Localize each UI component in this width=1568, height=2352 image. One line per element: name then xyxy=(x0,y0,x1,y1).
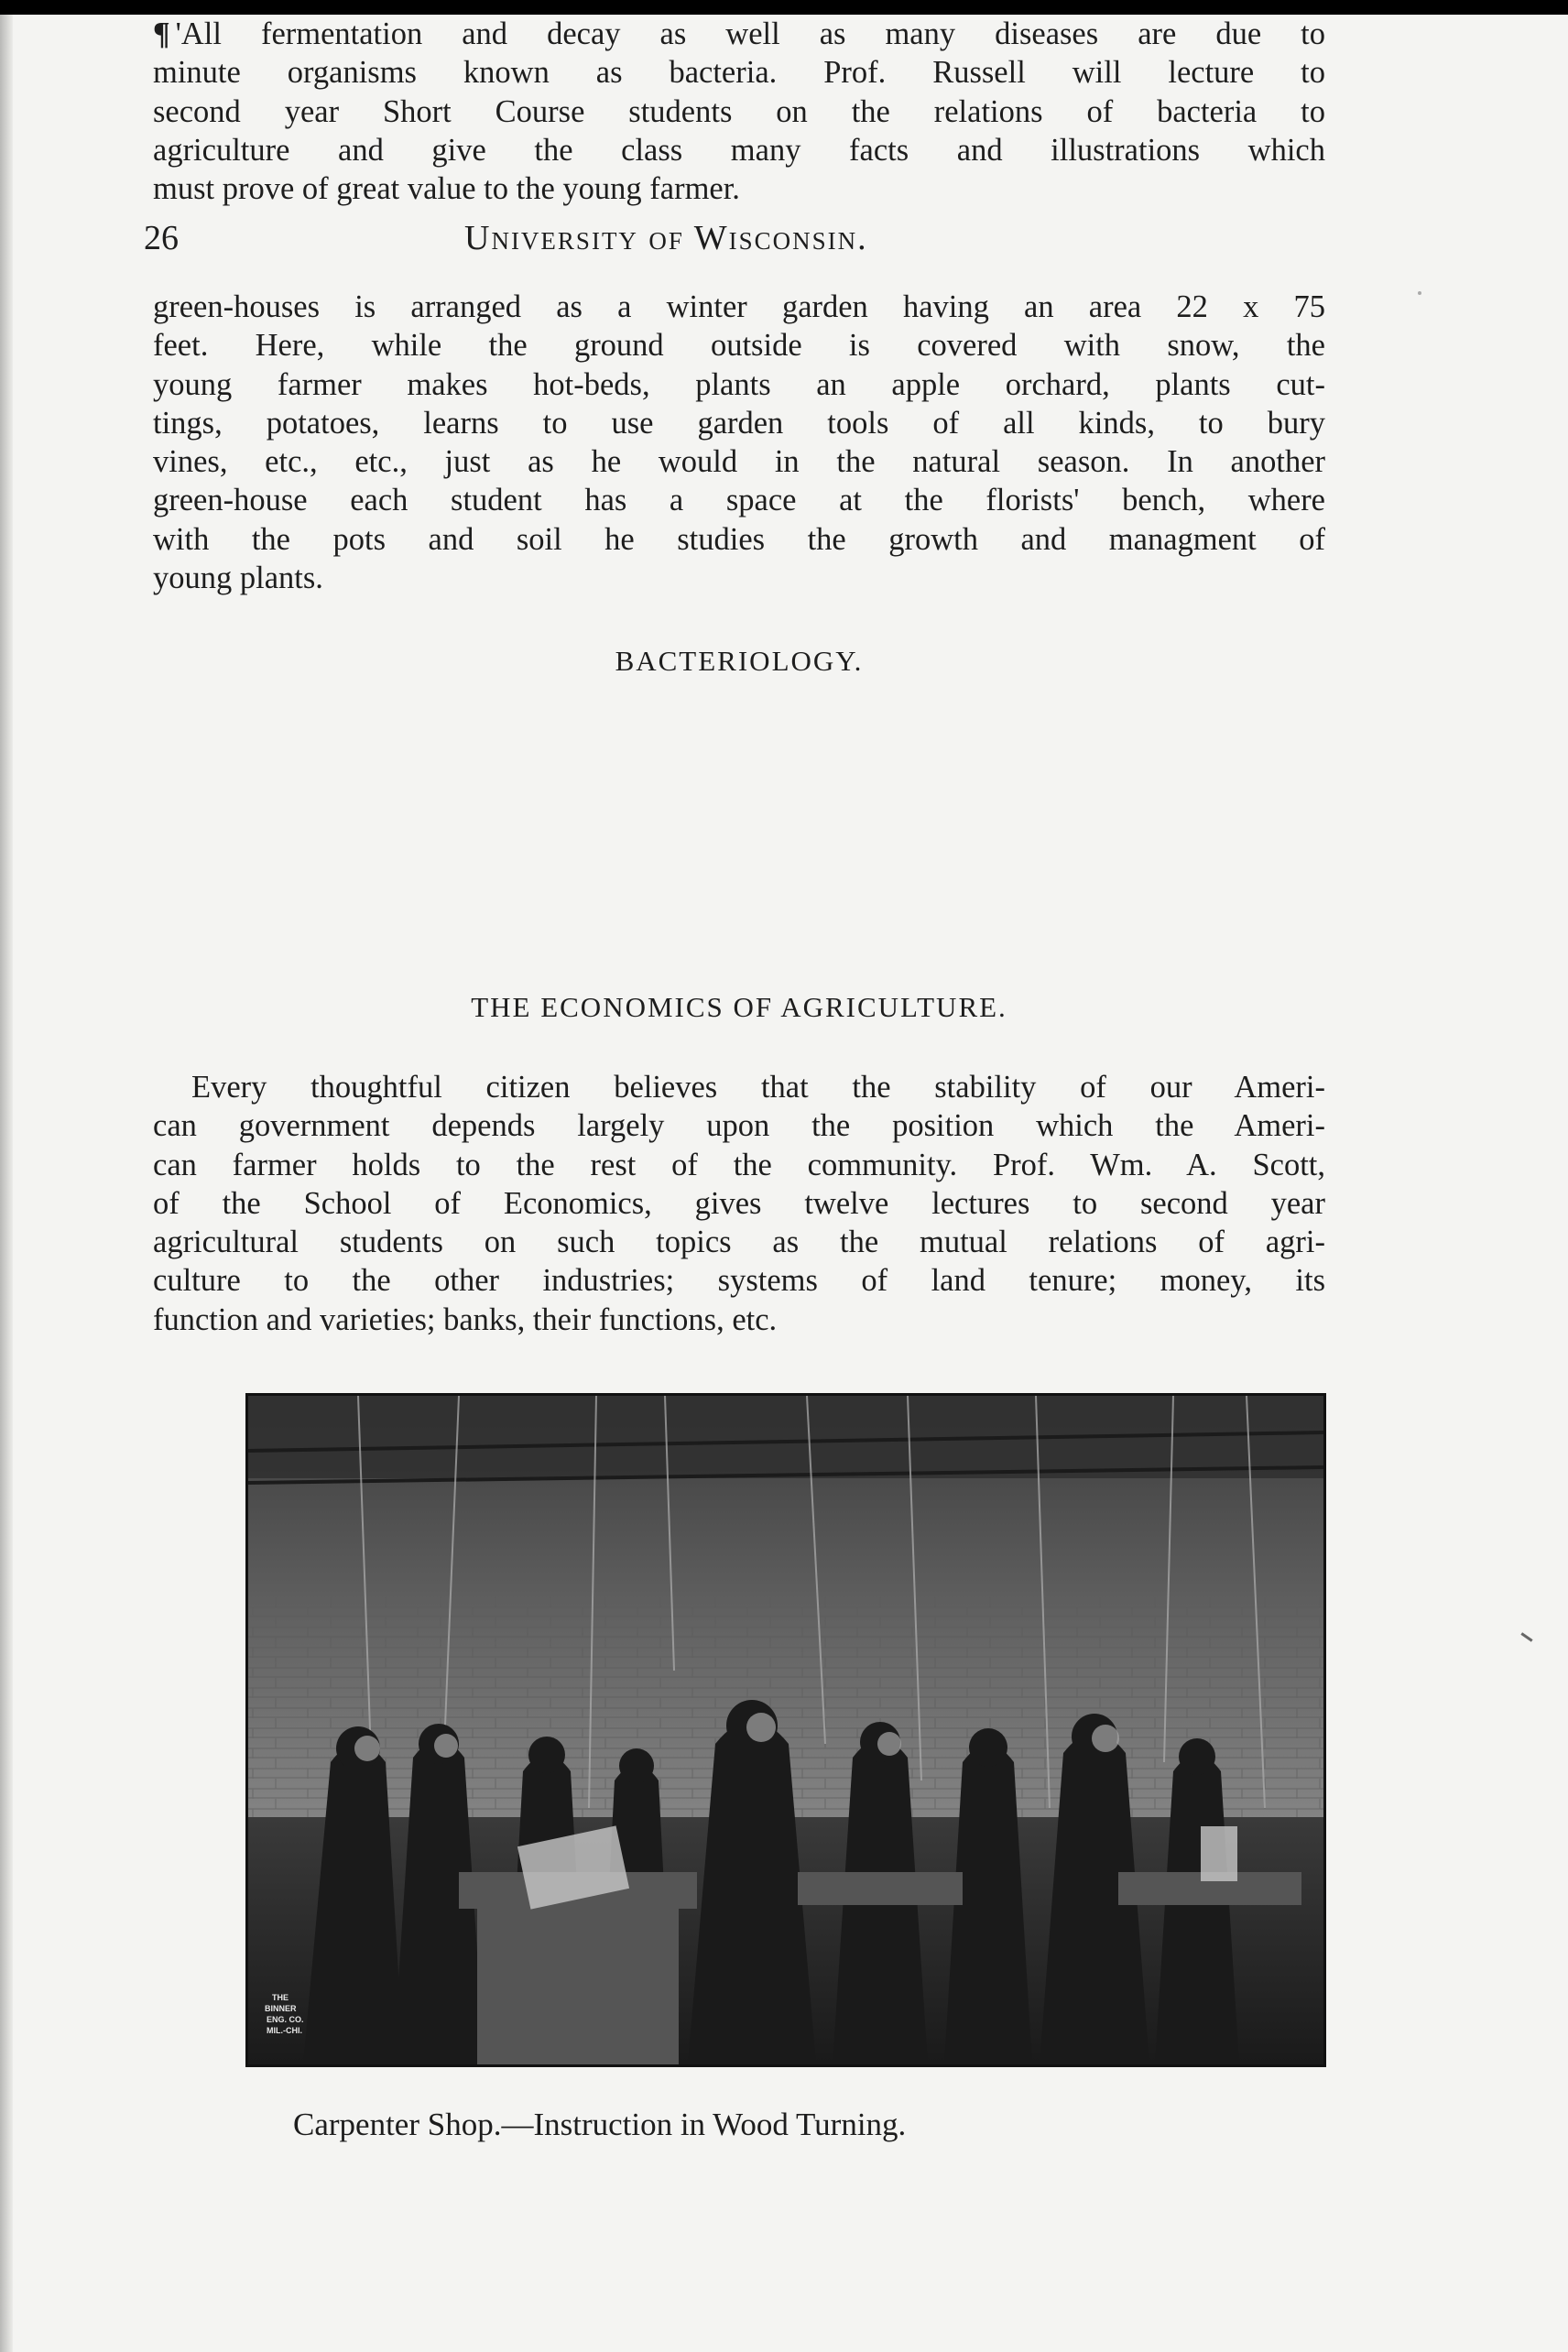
text-line: green-houses is arranged as a winter garden having an area 22 x 75 xyxy=(153,289,1325,324)
text-line: feet. Here, while the ground outside is covered with snow, the xyxy=(153,328,1325,364)
page-edge-shadow xyxy=(0,15,13,2352)
text-line: minute organisms known as bacteria. Prof. Russell will lecture to xyxy=(153,55,1325,91)
scan-speck xyxy=(1418,291,1421,295)
text-line: vines, etc., etc., just as he would in the natural season. In another xyxy=(153,444,1325,480)
text-line: agricultural students on such topics as the mutual relations of agri- xyxy=(153,1225,1325,1260)
engraver-mark-line: BINNER xyxy=(265,2004,297,2013)
text-line: must prove of great value to the young farmer. xyxy=(153,171,740,207)
text-line: Every thoughtful citizen believes that the stability of our Ameri- xyxy=(191,1070,1325,1105)
page-number: 26 xyxy=(144,219,179,257)
economics-paragraph xyxy=(153,1068,1325,1339)
text-line: of the School of Economics, gives twelve lectures to second year xyxy=(153,1185,1325,1221)
engraver-mark-line: MIL.-CHI. xyxy=(267,2026,302,2035)
page-header xyxy=(144,218,1325,264)
text-line: function and varieties; banks, their functions, etc. xyxy=(153,1301,778,1337)
paragraph-mark: ¶ xyxy=(153,16,170,51)
scan-mark xyxy=(1520,1632,1532,1641)
engraver-mark-line: ENG. CO. xyxy=(267,2015,304,2024)
text-line-content: 'All fermentation and decay as well as many diseases are due to xyxy=(175,16,1325,51)
carpenter-shop-photograph xyxy=(245,1393,1326,2067)
garden-paragraph xyxy=(153,288,1325,597)
text-line: can government depends largely upon the position which the Ameri- xyxy=(153,1108,1325,1144)
text-line: young farmer makes hot-beds, plants an apple orchard, plants cut- xyxy=(153,366,1325,402)
text-line: with the pots and soil he studies the growth and managment of xyxy=(153,521,1325,557)
running-head: University of Wisconsin. xyxy=(464,219,868,257)
engraver-mark-line: THE xyxy=(272,1993,289,2002)
text-line: can farmer holds to the rest of the community. Prof. Wm. A. Scott, xyxy=(153,1147,1325,1182)
bacteriology-paragraph xyxy=(153,15,1325,208)
text-line xyxy=(153,15,1325,53)
text-line: tings, potatoes, learns to use garden tools of all kinds, to bury xyxy=(153,405,1325,441)
text-line: culture to the other industries; systems of land tenure; money, its xyxy=(153,1263,1325,1299)
text-line: second year Short Course students on the relations of bacteria to xyxy=(153,93,1325,129)
section-heading-bacteriology: BACTERIOLOGY. xyxy=(615,645,864,677)
text-line: green-house each student has a space at the florists' bench, where xyxy=(153,483,1325,518)
text-line: young plants. xyxy=(153,561,323,596)
section-heading-economics: THE ECONOMICS OF AGRICULTURE. xyxy=(471,991,1007,1023)
figure-caption: Carpenter Shop.—Instruction in Wood Turning. xyxy=(293,2107,907,2142)
text-line: agriculture and give the class many facts and illustrations which xyxy=(153,132,1325,168)
document-page xyxy=(0,15,1568,2352)
